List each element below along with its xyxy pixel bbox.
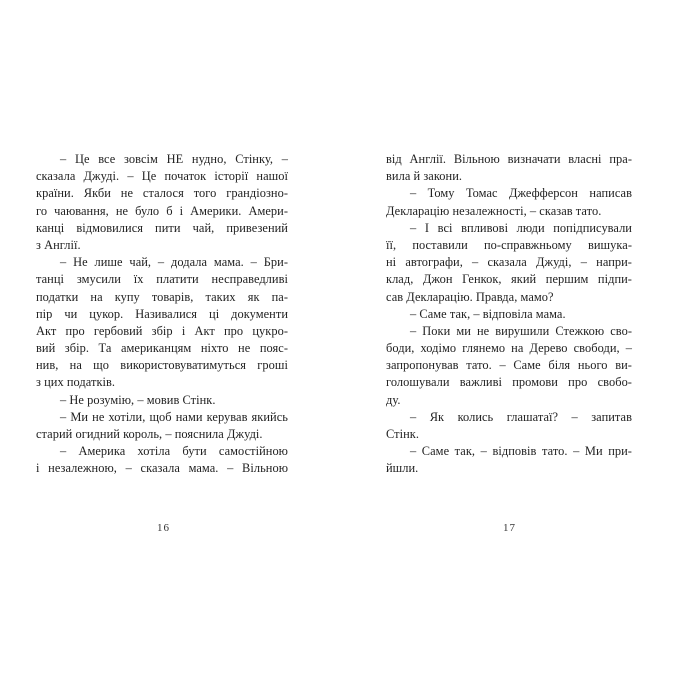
text-line: Стінк. <box>386 427 420 441</box>
text-line: і незалежною, – сказала мама. – Вільною <box>36 461 288 476</box>
text-line: танці змусили їх платити несправедливі <box>36 272 288 287</box>
text-line: вий збір. Та американцям ніхто не пояс- <box>36 341 288 356</box>
text-line: від Англії. Вільною визначати власні пра- <box>386 152 632 166</box>
text-line: Акт про гербовий збір і Акт про цукро- <box>36 323 288 338</box>
text-line: – І всі впливові люди попідписували <box>410 220 632 235</box>
right-page-text <box>386 151 632 478</box>
text-line: боди, ходімо глянемо на Дерево свободи, – <box>386 341 632 356</box>
text-line: клад, Джон Генкок, який першим підпи- <box>386 272 632 287</box>
text-line: – Америка хотіла бути самостійною <box>60 444 288 459</box>
text-line: – Саме так, – відповів тато. – Ми при- <box>410 444 632 459</box>
text-line: канці відмовилися пити чай, привезений <box>36 220 288 235</box>
text-line: податки на купу товарів, таких як па- <box>36 289 288 304</box>
text-line: старий огидний король, – пояснила Джуді. <box>36 427 263 441</box>
left-page-text <box>36 151 288 478</box>
text-line: Декларацію незалежності, – сказав тато. <box>386 203 602 218</box>
text-line: ні автографи, – сказала Джуді, – напри- <box>386 255 632 270</box>
text-line: – Саме так, – відповіла мама. <box>410 306 566 321</box>
text-line: з цих податків. <box>36 375 116 390</box>
text-line: – Тому Томас Джефферсон написав <box>410 186 632 201</box>
page-number-left: 16 <box>157 522 170 534</box>
text-line: з Англії. <box>36 237 81 252</box>
text-line: – Поки ми не вирушили Стежкою сво- <box>410 323 632 338</box>
text-line: ду. <box>386 392 401 407</box>
text-line: – Як колись глашатаї? – запитав <box>410 409 632 424</box>
text-line: її, поставили по-справжньому вишука- <box>386 237 632 252</box>
text-line: вила й закони. <box>386 169 463 184</box>
text-line: нив, на що використовуватимуться гроші <box>36 358 288 373</box>
text-line: голошували важливі промови про свобо- <box>386 375 632 390</box>
text-line: – Ми не хотіли, щоб нами керував якийсь <box>60 409 288 424</box>
text-line: сав Декларацію. Правда, мамо? <box>386 289 554 304</box>
text-line: йшли. <box>386 461 419 476</box>
text-line: запропонував тато. – Саме біля нього ви- <box>386 358 632 373</box>
text-line: – Не лише чай, – додала мама. – Бри- <box>60 255 288 270</box>
text-line: країни. Якби не сталося того грандіозно- <box>36 186 288 201</box>
text-line: – Це все зовсім НЕ нудно, Стінку, – <box>60 152 288 166</box>
page-number-right: 17 <box>503 522 516 534</box>
text-line: го чаювання, не було б і Америки. Амери- <box>36 203 288 218</box>
text-line: – Не розумію, – мовив Стінк. <box>60 392 216 407</box>
text-line: сказала Джуді. – Це початок історії нашої <box>36 169 288 184</box>
text-line: пір чи цукор. Називалися ці документи <box>36 306 288 321</box>
